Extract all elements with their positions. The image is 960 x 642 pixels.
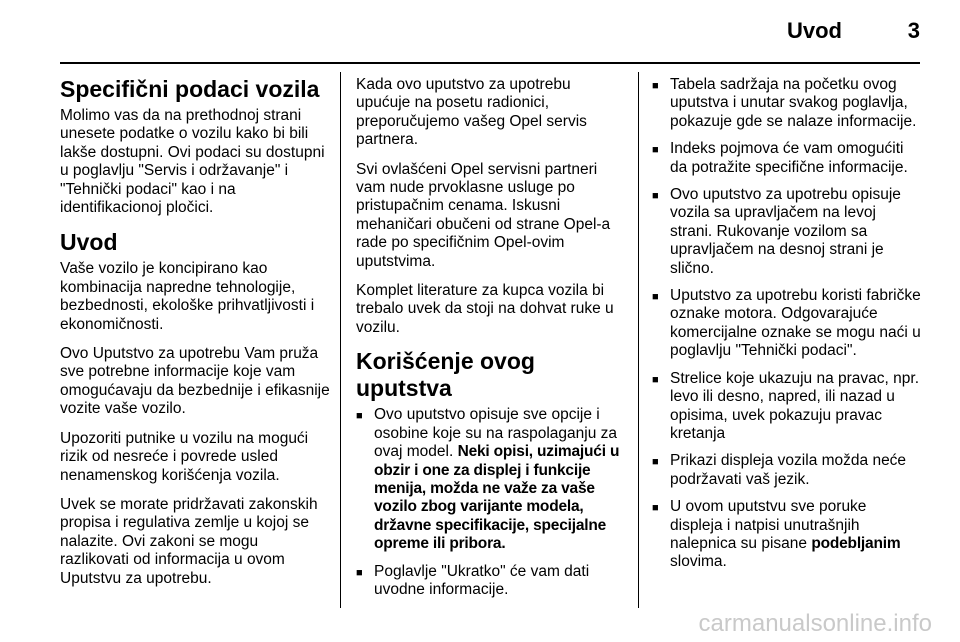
list-item: ■ Strelice koje ukazuju na pravac, npr. levo ili desno, napred, ili nazad u opisima, uvek pokazuju pravac kretanja [652, 370, 922, 444]
section-heading-vehicle-data: Specifični podaci vozila [60, 76, 320, 102]
section-heading-intro: Uvod [60, 229, 118, 256]
page-number: 3 [907, 18, 920, 43]
paragraph: Upozoriti putnike u vozilu na mogući rizik od nesreće i povrede usled nenamenskog korišćenja vozila. [60, 429, 309, 484]
column-divider-1 [340, 72, 341, 608]
list-item-bold-text: podebljanim [811, 534, 901, 552]
list-item: ■ Uputstvo za upotrebu koristi fabričke oznake motora. Odgovarajuće komercijalne oznake se mogu naći u poglavlju "Tehnički podaci". [652, 287, 922, 361]
column-divider-2 [638, 72, 639, 608]
page-header [0, 0, 960, 62]
bullet-list [652, 76, 922, 572]
list-item: ■ Prikazi displeja vozila možda neće podržavati vaš jezik. [652, 452, 922, 489]
watermark: carmanualsonline.info [698, 610, 932, 637]
list-item-bold-text: Neki opisi, uzimajući u obzir i one za displej i funkcije menija, možda ne važe za vaše vozilo zbog varijante modela, državne specifikacije, specijalne opreme ili pribora. [374, 443, 620, 553]
paragraph: Molimo vas da na prethodnoj strani unesete podatke o vozilu kako bi bili lakše dostupni. Ovi podaci su dostupni u poglavlju "Servis i održavanje" i "Tehnički podaci" kao i na identifikacionoj pločici. [60, 107, 325, 217]
section-heading-using-manual: Korišćenje ovog uputstva [356, 348, 535, 402]
bullet-list [356, 406, 626, 599]
column-3 [652, 76, 922, 581]
paragraph: Uvek se morate pridržavati zakonskih propisa i regulativa zemlje u kojoj se nalazite. Ovi zakoni se mogu razlikovati od informacija u ovom Uputstvu za upotrebu. [60, 495, 318, 587]
paragraph: Ovo Uputstvo za upotrebu Vam pruža sve potrebne informacije koje vam omogućavaju da bezbednije i efikasnije vozite vaše vozilo. [60, 345, 330, 418]
header-title: Uvod [787, 18, 842, 43]
list-item [652, 498, 922, 572]
paragraph: Komplet literature za kupca vozila bi trebalo uvek da stoji na dohvat ruke u vozilu. [356, 282, 614, 336]
list-item-text-end: slovima. [670, 553, 727, 571]
list-item: ■ Ovo uputstvo za upotrebu opisuje vozila sa upravljačem na levoj strani. Rukovanje vozilom sa upravljačem na desnoj strani je slično. [652, 186, 922, 278]
column-1 [60, 74, 330, 599]
list-item-text: Ovo uputstvo opisuje sve opcije i osobine koje su na raspolaganju za ovaj model. [374, 406, 618, 461]
list-item-text: U ovom uputstvu sve poruke displeja i natpisi unutrašnjih nalepnica su pisane [670, 498, 867, 552]
list-item: ■ Tabela sadržaja na početku ovog uputstva i unutar svakog poglavlja, pokazuje gde se nalaze informacije. [652, 76, 922, 131]
list-item [356, 406, 626, 553]
paragraph: Kada ovo uputstvo za upotrebu upućuje na posetu radionici, preporučujemo vašeg Opel servis partnera. [356, 76, 587, 149]
column-2 [356, 76, 626, 608]
paragraph: Vaše vozilo je koncipirano kao kombinacija napredne tehnologije, bezbednosti, ekološke prihvatljivosti i ekonomičnosti. [60, 260, 315, 333]
paragraph: Svi ovlašćeni Opel servisni partneri vam nude prvoklasne usluge po pristupačnim cenama. Iskusni mehaničari obučeni od strane Opel-a rade po specifičnim Opel-ovim uputstvima. [356, 160, 611, 270]
header-divider [60, 62, 920, 64]
list-item: ■ Poglavlje "Ukratko" će vam dati uvodne informacije. [356, 563, 626, 600]
list-item: ■ Indeks pojmova će vam omogućiti da potražite specifične informacije. [652, 140, 922, 177]
